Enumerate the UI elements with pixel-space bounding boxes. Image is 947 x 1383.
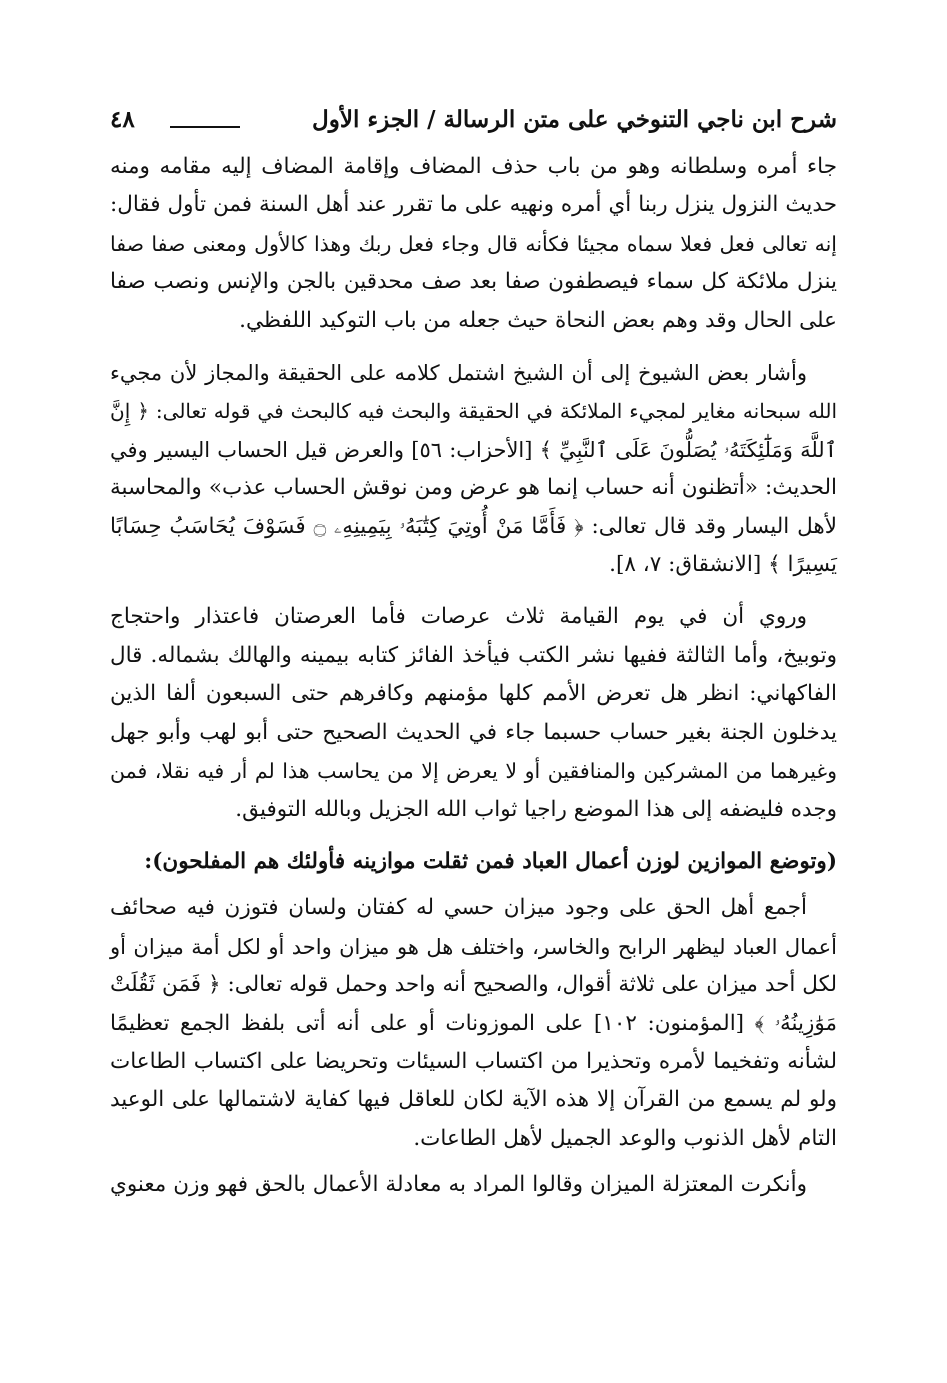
text-line: الفاكهاني: انظر هل تعرض الأمم كلها مؤمنهم وكافرهم حتى السبعون ألفا الذين <box>110 681 837 707</box>
text-line: التام لأهل الذنوب والوعد الجميل لأهل الطاعات. <box>413 1125 837 1151</box>
text-line: لشأنه وتفخيما لأمره وتحذيرا من اكتساب السيئات وتحريضا على اكتساب الطاعات <box>110 1048 837 1074</box>
text-line: لكل أحد ميزان على ثلاثة أقوال، والصحيح أنه واحد وحمل قوله تعالى: ﴿ فَمَن ثَقُلَتْ <box>110 972 837 998</box>
text-line: يدخلون الجنة بغير حساب حسبما جاء في الحديث الصحيح حتى أبو لهب وأبو جهل <box>110 719 837 745</box>
page <box>110 106 837 1205</box>
text-line: وجده فليضفه إلى هذا الموضع راجيا ثواب الله الجزيل وبالله التوفيق. <box>235 796 837 822</box>
matn-heading <box>110 843 837 881</box>
paragraph-1 <box>110 148 837 340</box>
text-line: على الحال وقد وهم بعض النحاة حيث جعله من باب التوكيد اللفظي. <box>239 307 837 333</box>
text-line: (وتوضع الموازين لوزن أعمال العباد فمن ثقلت موازينه فأولئك هم المفلحون): <box>144 848 837 874</box>
text-line: وأنكرت المعتزلة الميزان وقالوا المراد به معادلة الأعمال بالحق فهو وزن معنوي <box>110 1172 807 1198</box>
page-number: ٤٨ <box>110 106 135 133</box>
text-line: وأشار بعض الشيوخ إلى أن الشيخ اشتمل كلامه على الحقيقة والمجاز لأن مجيء <box>110 361 807 386</box>
text-line: إنه تعالى فعل فعلا سماه مجيئا فكأنه قال وجاء فعل ربك وهذا كالأول ومعنى صفا صفا <box>110 231 837 256</box>
text-line: لأهل اليسار وقد قال تعالى: ﴿ فَأَمَّا مَنْ أُوتِيَ كِتَٰبَهُۥ بِيَمِينِهِۦ ۝ فَسَوْفَ يُحَاسَبُ حِسَابًا <box>110 513 838 539</box>
running-header <box>110 106 837 146</box>
header-rule <box>170 126 240 128</box>
text-line: مَوَٰزِينُهُۥ ﴾ [المؤمنون: ١٠٢] على الموزونات أو على أنه أتى بلفظ الجمع تعظيمًا <box>110 1010 838 1036</box>
text-line: أعمال العباد ليظهر الرابح والخاسر، واختلف هل هو ميزان واحد أو لكل أمة ميزان أو <box>110 934 837 959</box>
paragraph-2 <box>110 354 837 584</box>
text-line: أجمع أهل الحق على وجود ميزان حسي له كفتان ولسان فتوزن فيه صحائف <box>110 895 807 921</box>
text-line: ينزل ملائكة كل سماء فيصطفون صفا بعد صف محدقين بالجن والإنس ونصب صفا <box>110 269 837 295</box>
text-line: يَسِيرًا ﴾ [الانشقاق: ٧، ٨]. <box>609 552 837 578</box>
text-line: ٱللَّهَ وَمَلَٰٓئِكَتَهُۥ يُصَلُّونَ عَلَى ٱلنَّبِيِّ ﴾ [الأحزاب: ٥٦] والعرض قيل الحساب اليسير وفي <box>110 437 837 462</box>
text-line: ولو لم يسمع من القرآن إلا هذه الآية لكان للعاقل فيها كفاية لاشتمالها على الوعيد <box>110 1087 837 1113</box>
text-line: وغيرهما من المشركين والمنافقين أو لا يعرض إلا من يحاسب هذا لم أر فيه نقلا، فمن <box>110 759 837 784</box>
text-line: وتوبيخ، وأما الثالثة ففيها نشر الكتب فيأخذ الفائز كتابه بيمينه والهالك بشماله. قال <box>110 642 837 668</box>
text-line: الله سبحانه مغاير لمجيء الملائكة في الحقيقة والبحث فيه كالبحث في قوله تعالى: ﴿ إِنَّ <box>110 399 837 424</box>
text-line: الحديث: «أتظنون أنه حساب إنما هو عرض ومن نوقش الحساب عذب» والمحاسبة <box>110 475 837 501</box>
paragraph-6 <box>110 1166 837 1204</box>
text-line: جاء أمره وسلطانه وهو من باب حذف المضاف وإقامة المضاف إليه مقامه ومنه <box>110 154 837 179</box>
header-title: شرح ابن ناجي التنوخي على متن الرسالة / الجزء الأول <box>312 106 837 133</box>
paragraph-5 <box>110 889 837 1158</box>
text-line: حديث النزول ينزل ربنا أي أمره ونهيه على ما تقرر عند أهل السنة فمن تأول فقال: <box>110 192 837 218</box>
text-line: وروي أن في يوم القيامة ثلاث عرصات فأما العرصتان فاعتذار واحتجاج <box>110 604 807 630</box>
paragraph-3 <box>110 598 837 828</box>
